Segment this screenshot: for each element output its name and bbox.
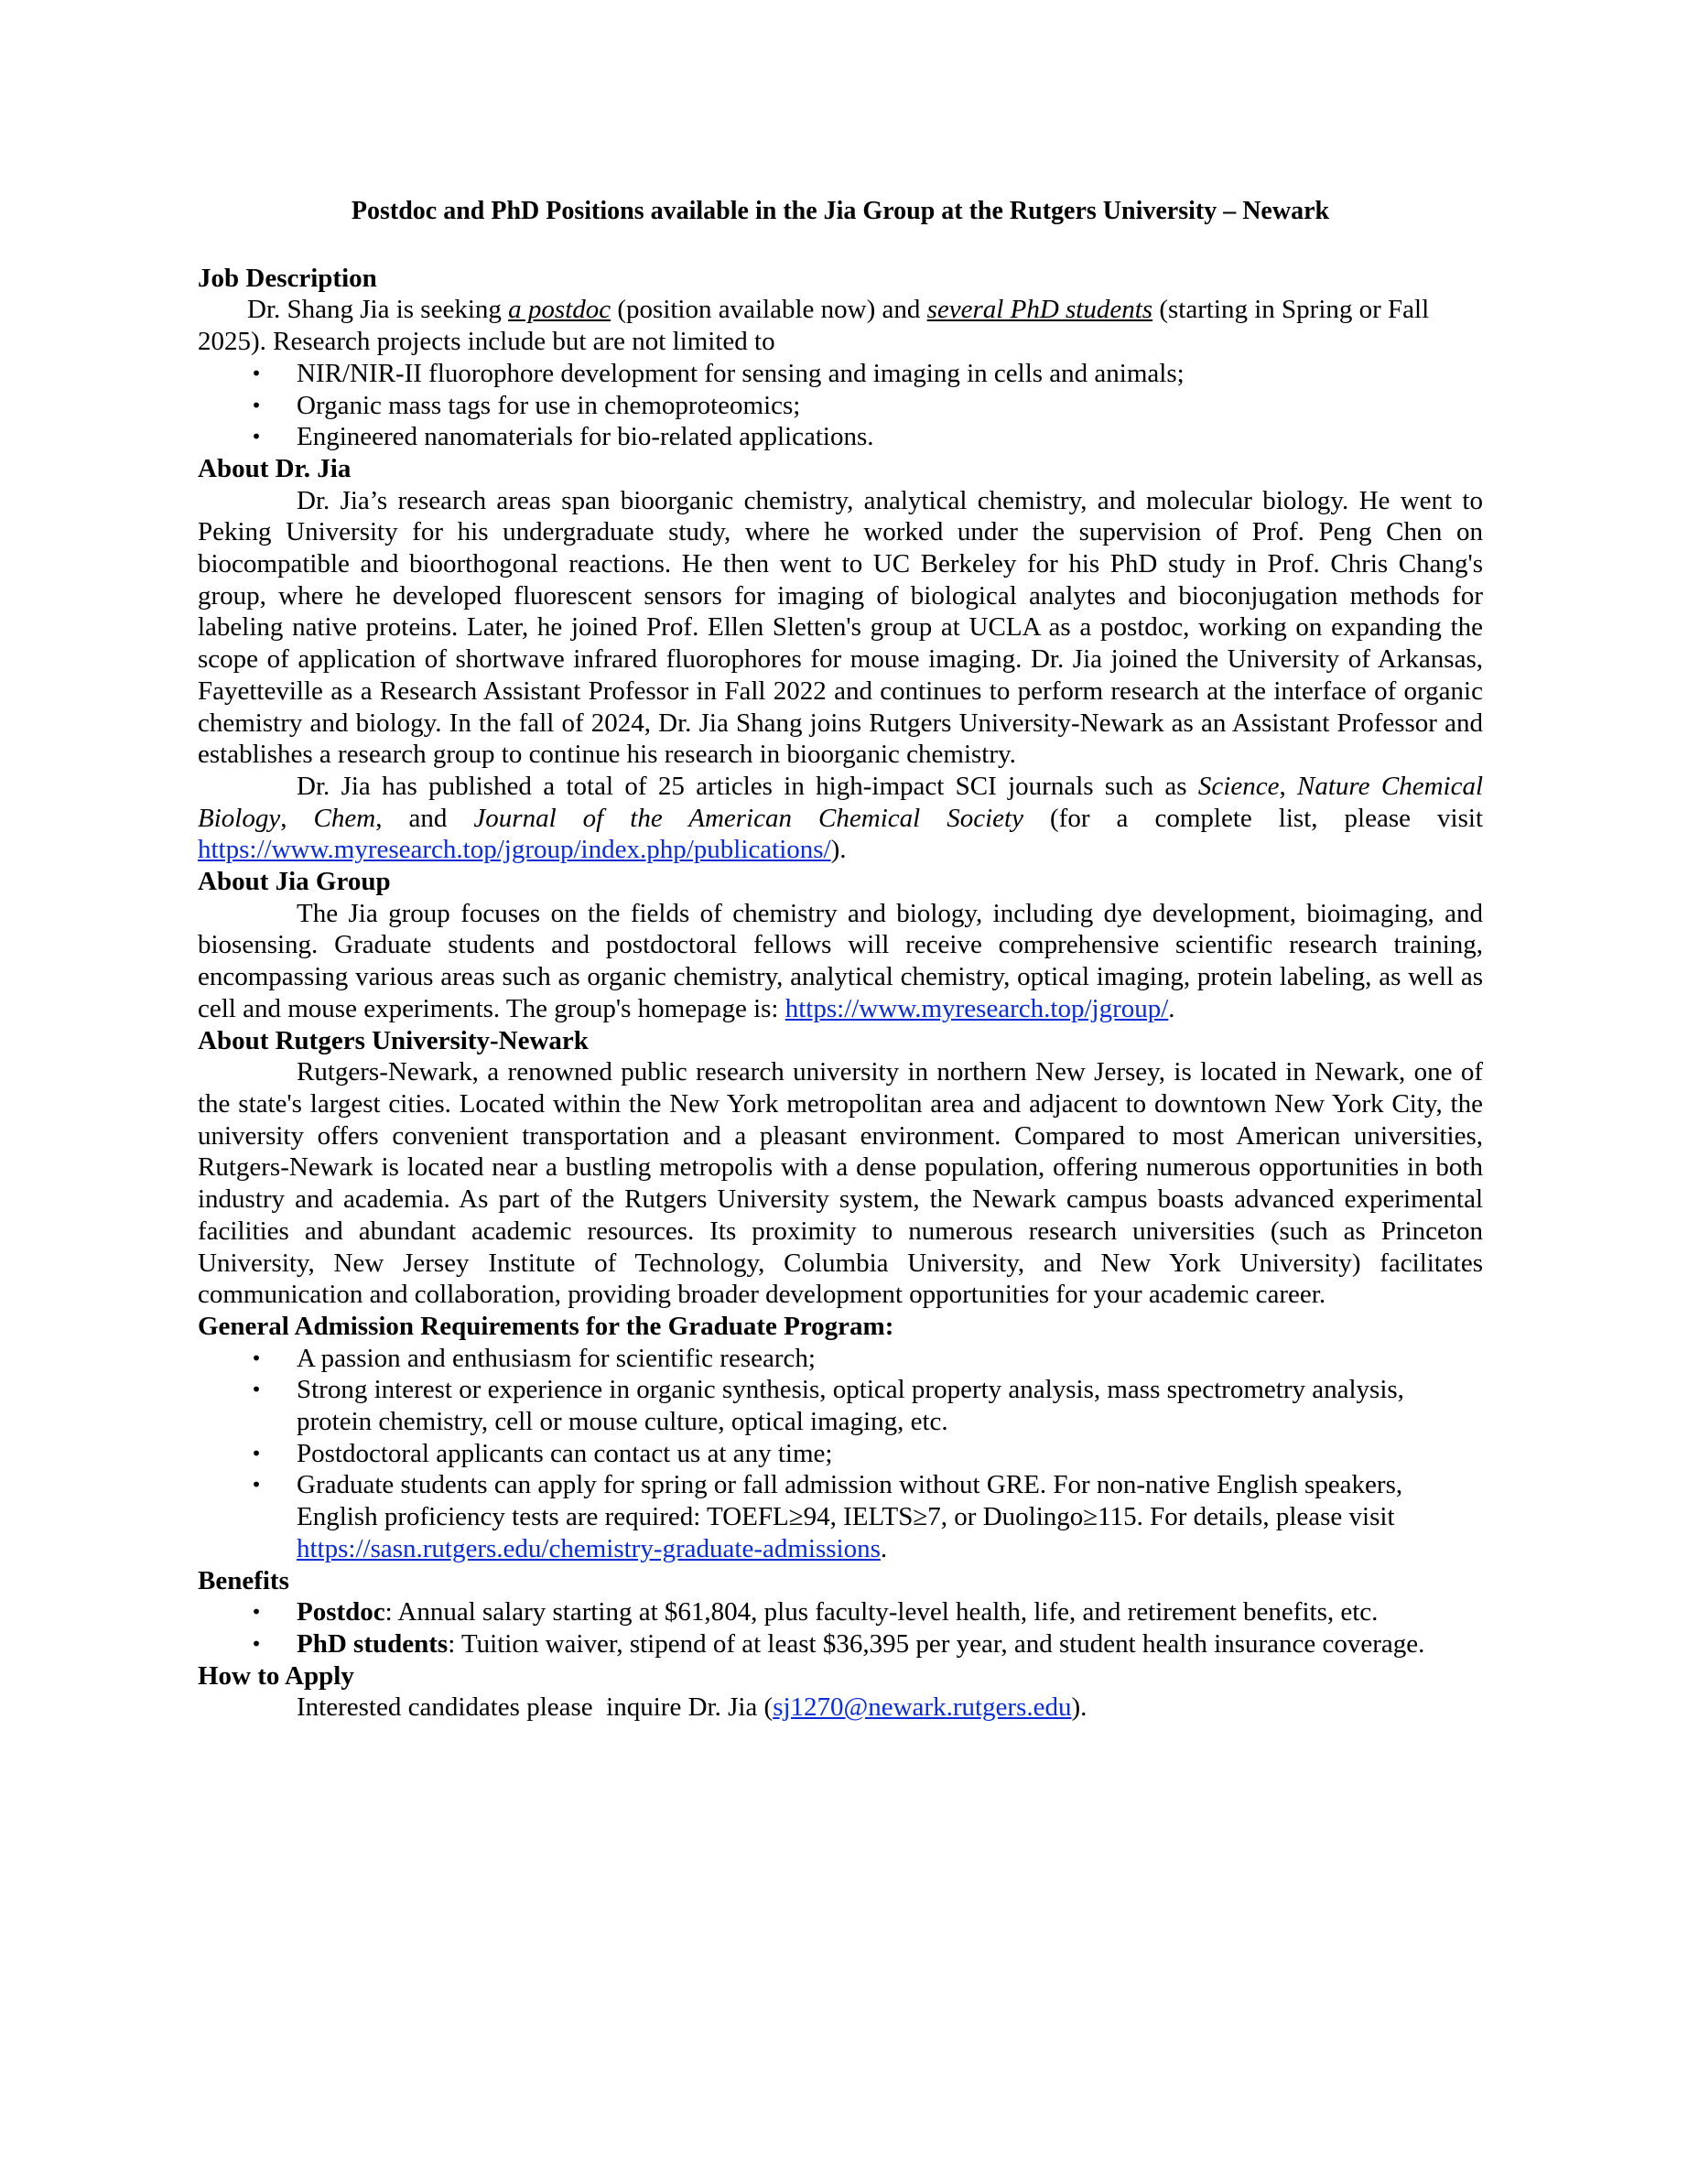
list-item — [251, 390, 1483, 422]
phd-students-label: PhD students — [297, 1628, 449, 1659]
bullet-icon: • — [251, 1474, 262, 1497]
bullet-icon: • — [251, 1442, 262, 1465]
text-part: . — [1168, 993, 1175, 1023]
list-item — [251, 421, 1483, 453]
bullet-icon: • — [251, 426, 262, 449]
bullet-icon: • — [251, 1346, 262, 1369]
about-jia-heading: About Dr. Jia — [198, 453, 352, 483]
bullet-icon: • — [251, 1632, 262, 1655]
job-text-part: Dr. Shang Jia is seeking — [247, 295, 509, 325]
journal-jacs: Journal of the American Chemical Society — [473, 803, 1023, 833]
text-part: Interested candidates please inquire Dr. Jia ( — [297, 1692, 774, 1723]
list-item-text: Graduate students can apply for spring or fall admission without GRE. For non-native English speakers, English proficiency tests are required: TOEFL≥94, IELTS≥7, or Duolingo≥115. For details, please visit — [297, 1470, 1403, 1532]
text-part: , — [280, 803, 314, 833]
postdoc-label: Postdoc — [297, 1597, 385, 1627]
how-to-apply-paragraph — [198, 1692, 1483, 1724]
admissions-link[interactable]: https://sasn.rutgers.edu/chemistry-graduate-admissions — [297, 1533, 881, 1563]
list-item — [251, 1628, 1483, 1660]
list-item — [251, 358, 1483, 390]
list-item — [251, 1469, 1483, 1564]
contact-email-link[interactable]: sj1270@newark.rutgers.edu — [773, 1692, 1072, 1723]
list-item-text: : Tuition waiver, stipend of at least $36,395 per year, and student health insurance coverage. — [448, 1628, 1425, 1659]
postdoc-emphasis: a postdoc — [508, 295, 611, 325]
about-group-paragraph — [198, 898, 1483, 1025]
text-part: , and — [375, 803, 474, 833]
job-description-heading: Job Description — [198, 263, 377, 293]
benefits-heading: Benefits — [198, 1565, 289, 1595]
bullet-icon: • — [251, 362, 262, 384]
job-text-part: (position available now) and — [611, 295, 927, 325]
phd-emphasis: several PhD students — [926, 295, 1153, 325]
journal-chem: Chem — [313, 803, 376, 833]
list-item — [251, 1596, 1483, 1628]
list-item-text: : Annual salary starting at $61,804, plus faculty-level health, life, and retirement benefits, etc. — [384, 1597, 1379, 1627]
text-part: (for a complete list, please visit — [1023, 803, 1484, 833]
bullet-icon: • — [251, 394, 262, 416]
requirements-heading: General Admission Requirements for the Graduate Program: — [198, 1311, 894, 1341]
about-rutgers-heading: About Rutgers University-Newark — [198, 1025, 589, 1055]
list-item-text: . — [880, 1533, 888, 1563]
benefits-list — [198, 1596, 1483, 1660]
list-item-text: A passion and enthusiasm for scientific research; — [297, 1343, 816, 1373]
document-page — [198, 196, 1483, 1724]
publications-link[interactable]: https://www.myresearch.top/jgroup/index.php/publications/ — [198, 835, 831, 865]
about-group-heading: About Jia Group — [198, 867, 391, 897]
text-part: The Jia group focuses on the fields of chemistry and biology, including dye development, bioimaging, and biosensing. Graduate students and postdoctoral fellows will receive comprehensive scientific research training, encompassing various areas such as organic chemistry, analytical chemistry, optical imaging, protein labeling, as well as cell and mouse experiments. The group's homepage is: — [198, 898, 1483, 1023]
text-part: Dr. Jia has published a total of 25 articles in high-impact SCI journals such as — [297, 771, 1198, 801]
list-item — [251, 1374, 1483, 1437]
bullet-icon: • — [251, 1379, 262, 1401]
text-part: ). — [830, 835, 847, 865]
list-item — [251, 1343, 1483, 1375]
job-text-part: (starting in Spring or Fall 2025). Research projects include but are not limited to — [198, 295, 1430, 357]
list-item-text: Strong interest or experience in organic synthesis, optical property analysis, mass spectrometry analysis, protein chemistry, cell or mouse culture, optical imaging, etc. — [297, 1375, 1404, 1437]
journal-science: Science — [1197, 771, 1280, 801]
text-part: , — [1279, 771, 1298, 801]
job-description-paragraph — [198, 294, 1483, 357]
journal-nature-chemical-biology: Nature Chemical Biology — [198, 771, 1483, 833]
list-item-text: NIR/NIR-II fluorophore development for sensing and imaging in cells and animals; — [297, 358, 1185, 388]
research-projects-list — [198, 358, 1483, 453]
group-homepage-link[interactable]: https://www.myresearch.top/jgroup/ — [784, 993, 1169, 1023]
requirements-list — [198, 1343, 1483, 1565]
how-to-apply-heading: How to Apply — [198, 1660, 354, 1691]
text-part: ). — [1071, 1692, 1087, 1723]
about-jia-paragraph-1: Dr. Jia’s research areas span bioorganic chemistry, analytical chemistry, and molecular biology. He went to Peking University for his undergraduate study, where he worked under the supervision of Prof. Peng Chen on biocompatible and bioorthogonal reactions. He then went to UC Berkeley for his PhD study in Prof. Chris Chang's group, where he developed fluorescent sensors for imaging of biological analytes and bioconjugation methods for labeling native proteins. Later, he joined Prof. Ellen Sletten's group at UCLA as a postdoc, working on expanding the scope of application of shortwave infrared fluorophores for mouse imaging. Dr. Jia joined the University of Arkansas, Fayetteville as a Research Assistant Professor in Fall 2022 and continues to perform research at the interface of organic chemistry and biology. In the fall of 2024, Dr. Jia Shang joins Rutgers University-Newark as an Assistant Professor and establishes a research group to continue his research in bioorganic chemistry. — [198, 485, 1483, 770]
bullet-icon: • — [251, 1601, 262, 1624]
list-item-text: Organic mass tags for use in chemoproteomics; — [297, 390, 801, 420]
list-item-text: Postdoctoral applicants can contact us at any time; — [297, 1438, 833, 1468]
about-jia-paragraph-2 — [198, 771, 1483, 866]
list-item-text: Engineered nanomaterials for bio-related applications. — [297, 422, 874, 452]
page-title: Postdoc and PhD Positions available in the Jia Group at the Rutgers University – Newark — [351, 197, 1330, 225]
about-rutgers-paragraph: Rutgers-Newark, a renowned public research university in northern New Jersey, is located in Newark, one of the state's largest cities. Located within the New York metropolitan area and adjacent to downtown New York City, the university offers convenient transportation and a pleasant environment. Compared to most American universities, Rutgers-Newark is located near a bustling metropolis with a dense population, offering numerous opportunities in both industry and academia. As part of the Rutgers University system, the Newark campus boasts advanced experimental facilities and abundant academic resources. Its proximity to numerous research universities (such as Princeton University, New Jersey Institute of Technology, Columbia University, and New York University) facilitates communication and collaboration, providing broader development opportunities for your academic career. — [198, 1057, 1483, 1310]
list-item — [251, 1438, 1483, 1470]
